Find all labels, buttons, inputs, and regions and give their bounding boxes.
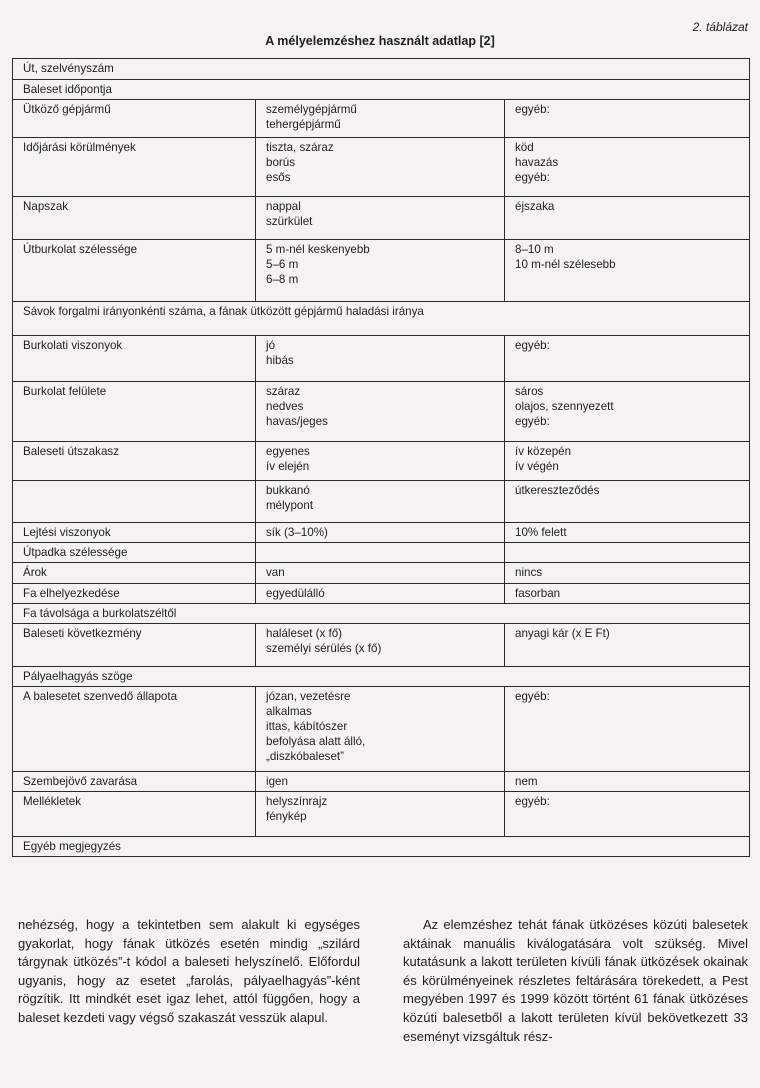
alt-option-cell: [505, 624, 750, 667]
option-text: egyedülálló: [266, 587, 325, 600]
alt-option-cell: [505, 584, 750, 604]
alt-option-cell: [505, 543, 750, 563]
table-row: [13, 837, 750, 857]
alt-option-cell: [505, 792, 750, 837]
option-text: ittas, kábítószer: [266, 720, 348, 733]
table-row: [13, 59, 750, 80]
table-row: [13, 624, 750, 667]
row-label: [13, 481, 256, 523]
table-row: [13, 240, 750, 302]
option-text: ív közepén: [515, 445, 572, 458]
body-paragraph: nehézség, hogy a tekintetben sem alakult ki egységes gyakorlat, hogy fának ütközés esetén mindig „szilárd tárgynak ütközés”-t kódol a baleseti helyszínelő. Előfordul ugyanis, hogy az esetet „farolás, pályaelhagyás”-ként rögzítik. Itt mindkét eset igaz lehet, attól függően, hogy a baleset kezdeti vagy végső szakaszát vesszük alapul.: [18, 917, 360, 1025]
alt-option-cell: [505, 563, 750, 584]
table-title: A mélyelemzéshez használt adatlap [2]: [265, 34, 495, 48]
option-text: olajos, szennyezett: [515, 400, 614, 413]
option-text: egyéb:: [515, 103, 550, 116]
row-label: Napszak: [13, 197, 256, 240]
table-row: [13, 100, 750, 138]
option-text: esős: [266, 171, 291, 184]
table-row: [13, 563, 750, 584]
alt-option-cell: [505, 197, 750, 240]
option-text: nedves: [266, 400, 304, 413]
row-label: Burkolat felülete: [13, 382, 256, 442]
body-paragraph: Az elemzéshez tehát fának ütközéses közúti balesetek aktáinak manuális kiválogatására volt szükség. Mivel kutatásunk a lakott területen kívüli fának ütközések okainak és körülményeinek részletes feltárására törekedett, a Pest megyében 1997 és 1999 között történt 61 fának ütközéses közúti balesetből a lakott területen kívül bekövetkezett 33 eseményt vizsgáltuk rész-: [403, 917, 748, 1044]
alt-option-cell: [505, 481, 750, 523]
option-text: 10% felett: [515, 526, 567, 539]
table-row: [13, 772, 750, 792]
option-text: nappal: [266, 200, 301, 213]
option-text: haláleset (x fő): [266, 627, 343, 640]
alt-option-cell: [505, 382, 750, 442]
option-text: egyéb:: [515, 339, 550, 352]
row-label: Egyéb megjegyzés: [13, 837, 750, 857]
option-cell: [256, 481, 505, 523]
option-text: borús: [266, 156, 296, 169]
option-text: befolyása alatt álló,: [266, 735, 366, 748]
option-cell: [256, 772, 505, 792]
table-row: [13, 481, 750, 523]
option-text: igen: [266, 775, 288, 788]
option-cell: [256, 382, 505, 442]
option-text: útkereszteződés: [515, 484, 600, 497]
row-label: Mellékletek: [13, 792, 256, 837]
option-cell: [256, 584, 505, 604]
option-cell: [256, 442, 505, 481]
option-text: száraz: [266, 385, 301, 398]
option-text: hibás: [266, 354, 294, 367]
row-label: Ütköző gépjármű: [13, 100, 256, 138]
alt-option-cell: [505, 442, 750, 481]
row-label: Sávok forgalmi irányonkénti száma, a fának ütközött gépjármű haladási iránya: [13, 302, 750, 336]
table-row: [13, 584, 750, 604]
option-text: 5 m-nél keskenyebb: [266, 243, 370, 256]
option-cell: [256, 336, 505, 382]
option-text: helyszínrajz: [266, 795, 328, 808]
option-text: éjszaka: [515, 200, 555, 213]
option-cell: [256, 563, 505, 584]
row-label: Fa távolsága a burkolatszéltől: [13, 604, 750, 624]
table-row: [13, 792, 750, 837]
option-text: jó: [266, 339, 276, 352]
option-text: 6–8 m: [266, 273, 299, 286]
option-text: ív végén: [515, 460, 559, 473]
option-text: „diszkóbaleset”: [266, 750, 344, 763]
option-text: ív elején: [266, 460, 310, 473]
alt-option-cell: [505, 687, 750, 772]
table-row: [13, 604, 750, 624]
data-sheet-table: [12, 58, 750, 857]
option-cell: [256, 687, 505, 772]
option-text: 5–6 m: [266, 258, 299, 271]
option-text: alkalmas: [266, 705, 312, 718]
table-row: [13, 302, 750, 336]
row-label: Lejtési viszonyok: [13, 523, 256, 543]
table-row: [13, 197, 750, 240]
row-label: Baleset időpontja: [13, 80, 750, 100]
body-text-left: [18, 916, 360, 1028]
option-cell: [256, 523, 505, 543]
option-text: 8–10 m: [515, 243, 554, 256]
body-text-right: [403, 916, 748, 1046]
table-number: 2. táblázat: [692, 20, 748, 34]
option-text: egyéb:: [515, 795, 550, 808]
table-row: [13, 336, 750, 382]
table-row: [13, 523, 750, 543]
option-text: köd: [515, 141, 534, 154]
option-cell: [256, 792, 505, 837]
option-text: havazás: [515, 156, 559, 169]
option-text: 10 m-nél szélesebb: [515, 258, 616, 271]
option-text: havas/jeges: [266, 415, 328, 428]
option-text: egyenes: [266, 445, 310, 458]
option-text: nincs: [515, 566, 543, 579]
option-text: tehergépjármű: [266, 118, 341, 131]
option-text: személyi sérülés (x fő): [266, 642, 382, 655]
option-cell: [256, 543, 505, 563]
option-text: anyagi kár (x E Ft): [515, 627, 610, 640]
alt-option-cell: [505, 240, 750, 302]
row-label: Útpadka szélessége: [13, 543, 256, 563]
option-text: fasorban: [515, 587, 561, 600]
alt-option-cell: [505, 100, 750, 138]
row-label: Pályaelhagyás szöge: [13, 667, 750, 687]
option-text: bukkanó: [266, 484, 310, 497]
option-text: egyéb:: [515, 690, 550, 703]
row-label: Szembejövő zavarása: [13, 772, 256, 792]
row-label: Árok: [13, 563, 256, 584]
option-cell: [256, 138, 505, 197]
row-label: Burkolati viszonyok: [13, 336, 256, 382]
option-cell: [256, 197, 505, 240]
row-label: Útburkolat szélessége: [13, 240, 256, 302]
row-label: Út, szelvényszám: [13, 59, 750, 80]
table-row: [13, 442, 750, 481]
table-row: [13, 543, 750, 563]
alt-option-cell: [505, 138, 750, 197]
option-text: sík (3–10%): [266, 526, 328, 539]
option-cell: [256, 240, 505, 302]
row-label: Baleseti útszakasz: [13, 442, 256, 481]
option-text: nem: [515, 775, 538, 788]
option-text: egyéb:: [515, 171, 550, 184]
alt-option-cell: [505, 772, 750, 792]
option-text: egyéb:: [515, 415, 550, 428]
table-row: [13, 382, 750, 442]
option-cell: [256, 100, 505, 138]
table-row: [13, 138, 750, 197]
alt-option-cell: [505, 336, 750, 382]
option-text: fénykép: [266, 810, 307, 823]
row-label: Időjárási körülmények: [13, 138, 256, 197]
table-row: [13, 687, 750, 772]
option-text: józan, vezetésre: [266, 690, 351, 703]
option-text: sáros: [515, 385, 544, 398]
row-label: Baleseti következmény: [13, 624, 256, 667]
option-text: személygépjármű: [266, 103, 357, 116]
option-text: van: [266, 566, 285, 579]
table-row: [13, 80, 750, 100]
row-label: Fa elhelyezkedése: [13, 584, 256, 604]
option-text: szürkület: [266, 215, 313, 228]
table-row: [13, 667, 750, 687]
alt-option-cell: [505, 523, 750, 543]
option-text: tiszta, száraz: [266, 141, 334, 154]
row-label: A balesetet szenvedő állapota: [13, 687, 256, 772]
option-text: mélypont: [266, 499, 314, 512]
option-cell: [256, 624, 505, 667]
